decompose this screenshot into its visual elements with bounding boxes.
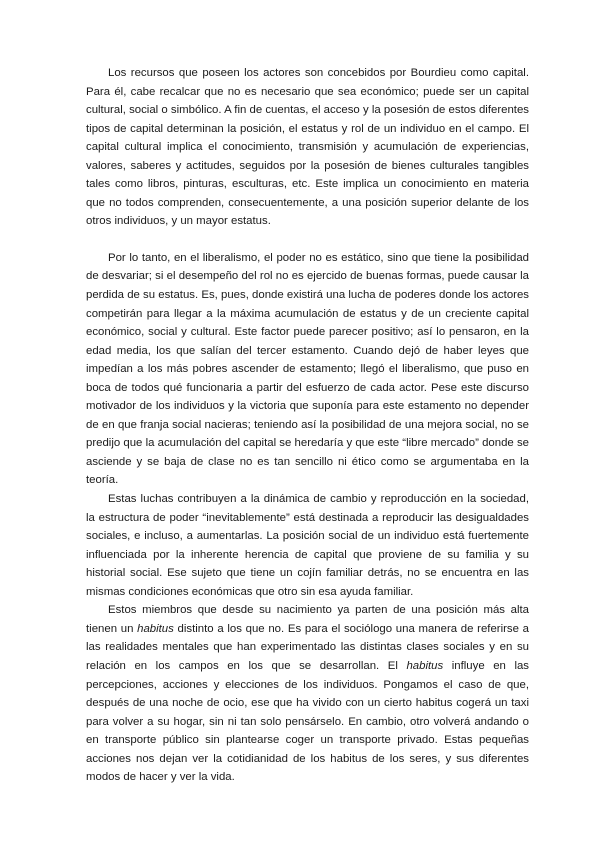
paragraph-liberalismo xyxy=(86,249,529,490)
italic-term: habitus xyxy=(137,622,174,635)
body-text xyxy=(86,64,529,787)
paragraph-text: distinto a los que no. Es para el sociólogo una manera de referirse a las realidades mentales que han experimentado las distintas clases sociales y en su relación en los campos en los que se desarrollan. El xyxy=(86,622,529,672)
italic-term: habitus xyxy=(406,659,444,672)
paragraph-text: Estas luchas contribuyen a la dinámica de cambio y reproducción en la sociedad, la estructura de poder “inevitablemente” está destinada a reproducir las desigualdades sociales, e incluso, a aumentarlas. La posición social de un individuo está fuertemente influenciada por la inherente herencia de capital que proviene de su familia y su historial social. Ese sujeto que tiene un cojín familiar detrás, no se encuentra en las mismas condiciones económicas que otro sin esa ayuda familiar. xyxy=(86,493,529,598)
paragraph-capital xyxy=(86,64,529,231)
paragraph-text: Por lo tanto, en el liberalismo, el poder no es estático, sino que tiene la posibilidad de desvariar; si el desempeño del rol no es ejercido de buenas formas, puede causar la perdida de su estatus. Es, pues, donde existirá una lucha de poderes donde los actores competirán para llegar a la máxima acumulación de estatus y de un creciente capital económico, social y cultural. Este factor puede parecer positivo; así lo pensaron, en la edad media, los que salían del tercer estamento. Cuando dejó de haber leyes que impedían a los más pobres ascender de estamento; llegó el liberalismo, que puso en boca de todos qué funcionaria a partir del esfuerzo de cada actor. Pese este discurso motivador de los individuos y la victoria que suponía para este estamento no depender de en que franja social nacieras; teniendo así la posibilidad de una mejora social, no se predijo que la acumulación del capital se heredaría y que este “libre mercado” donde se asciende y se baja de clase no es tan sencillo ni ético como se argumentaba en la teoría. xyxy=(86,251,529,487)
paragraph-text: influye en las percepciones, acciones y elecciones de los individuos. Pongamos el caso de que, después de una noche de ocio, ese que ha vivido con un cierto habitus cogerá un taxi para volver a su hogar, sin ni tan solo pensárselo. En cambio, otro volverá andando o en transporte público sin plantearse coger un transporte privado. Estas pequeñas acciones nos dejan ver la cotidianidad de los habitus de los seres, y sus diferentes modos de hacer y ver la vida. xyxy=(86,659,530,784)
paragraph-text: Los recursos que poseen los actores son concebidos por Bourdieu como capital. Para él, cabe recalcar que no es necesario que sea económico; puede ser un capital cultural, social o simbólico. A fin de cuentas, el acceso y la posesión de estos diferentes tipos de capital determinan la posición, el estatus y rol de un individuo en el campo. El capital cultural implica el conocimiento, transmisión y acumulación de experiencias, valores, saberes y actitudes, seguidos por la posesión de bienes culturales tangibles tales como libros, pinturas, esculturas, etc. Este implica un conocimiento en materia que no todos comprenden, consecuentemente, a una posición superior delante de los otros individuos, y un mayor estatus. xyxy=(86,67,529,228)
paragraph-text: Estos miembros que desde su nacimiento ya parten de una posición más alta tienen un xyxy=(86,604,529,635)
paragraph-habitus xyxy=(86,601,529,786)
paragraph-luchas xyxy=(86,490,529,601)
